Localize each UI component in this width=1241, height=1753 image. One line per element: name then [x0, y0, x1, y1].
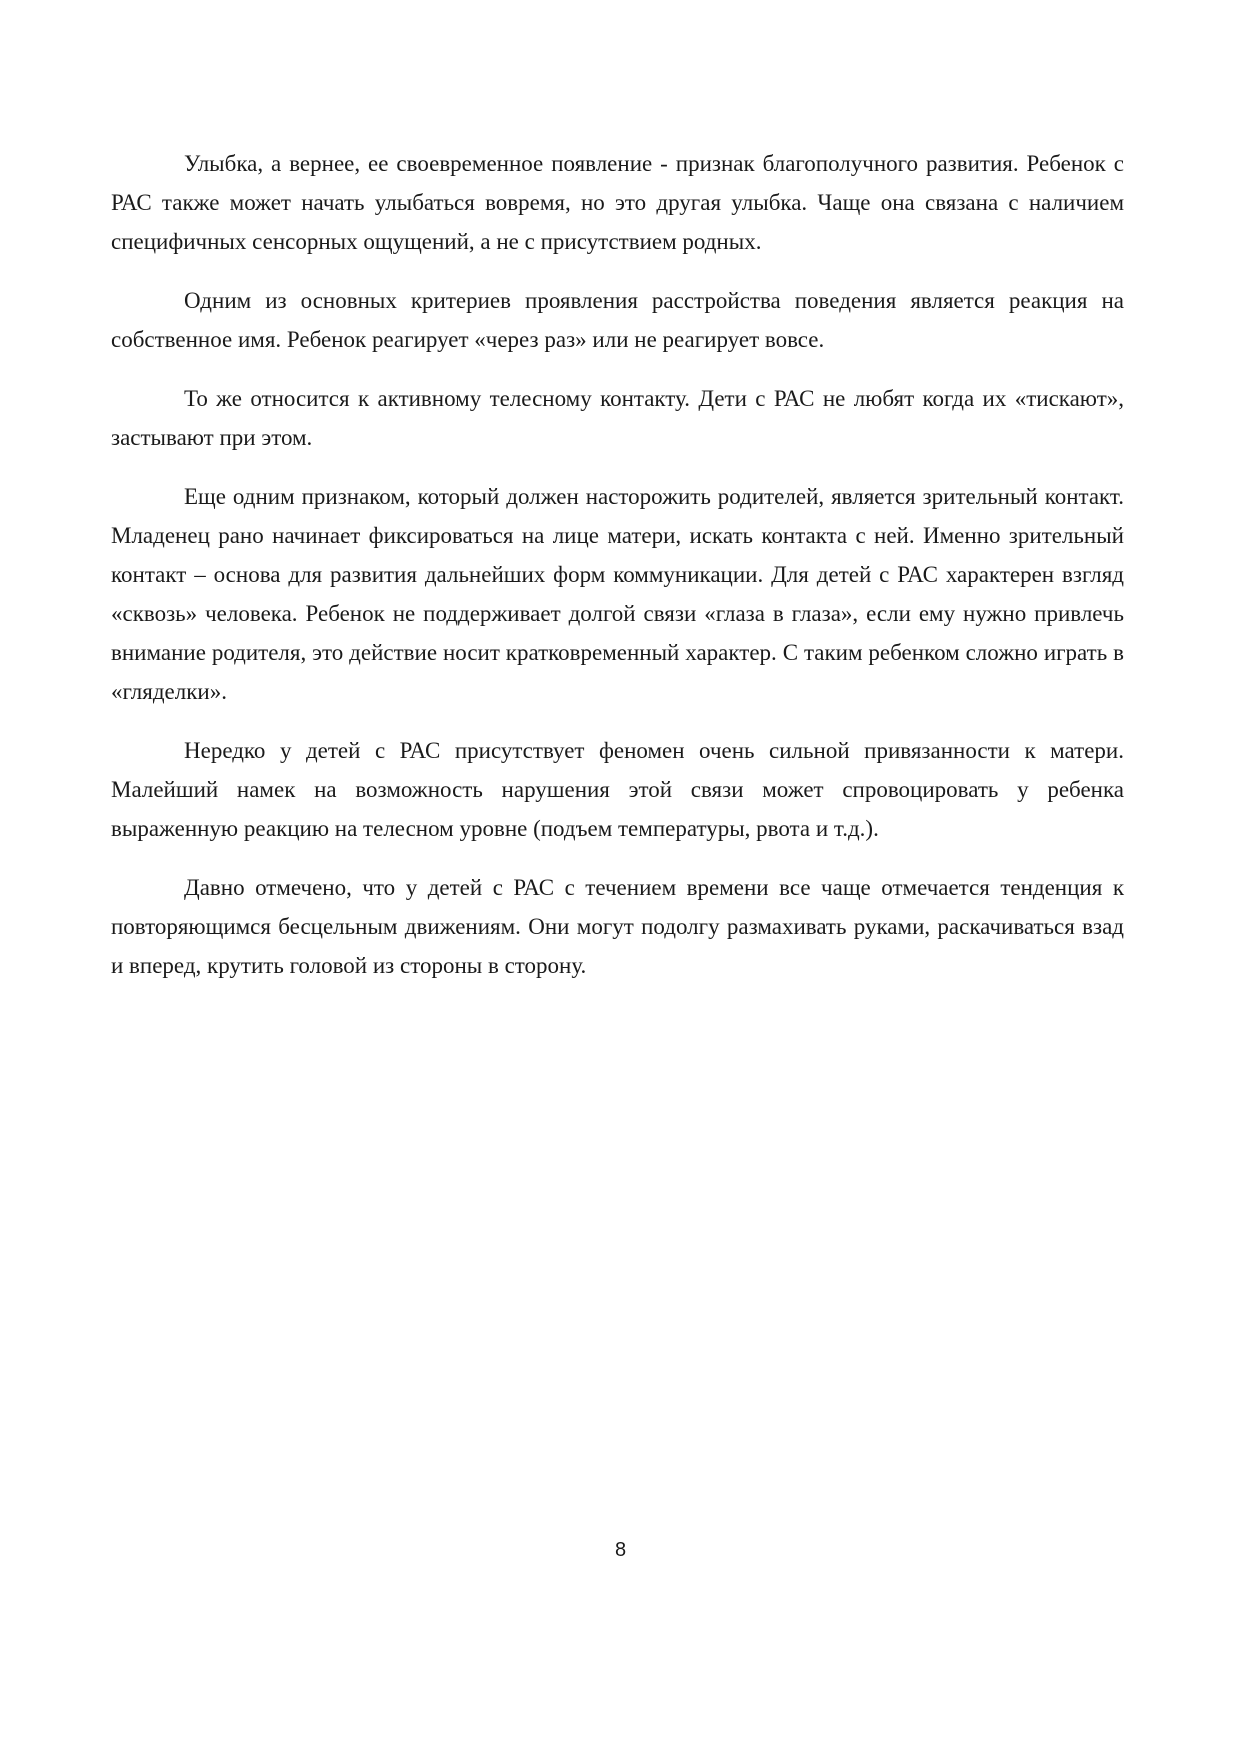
paragraph-name-reaction: Одним из основных критериев проявления расстройства поведения является реакция на собственное имя. Ребенок реагирует «через раз» или не реагирует вовсе. — [111, 288, 1124, 352]
paragraph-mother-attachment: Нередко у детей с РАС присутствует феномен очень сильной привязанности к матери. Малейший намек на возможность нарушения этой связи может спровоцировать у ребенка выраженную реакцию на телесном уровне (подъем температуры, рвота и т.д.). — [111, 738, 1124, 841]
page-number: 8 — [614, 1539, 627, 1561]
paragraph-repetitive-movements: Давно отмечено, что у детей с РАС с течением времени все чаще отмечается тенденция к повторяющимся бесцельным движениям. Они могут подолгу размахивать руками, раскачиваться взад и вперед, крутить головой из стороны в сторону. — [111, 875, 1124, 978]
paragraph-eye-contact: Еще одним признаком, который должен насторожить родителей, является зрительный контакт. Младенец рано начинает фиксироваться на лице матери, искать контакта с ней. Именно зрительный контакт – основа для развития дальнейших форм коммуникации. Для детей с РАС характерен взгляд «сквозь» человека. Ребенок не поддерживает долгой связи «глаза в глаза», если ему нужно привлечь внимание родителя, это действие носит кратковременный характер. С таким ребенком сложно играть в «гляделки». — [111, 484, 1124, 704]
paragraph-body-contact: То же относится к активному телесному контакту. Дети с РАС не любят когда их «тискают», застывают при этом. — [111, 386, 1124, 450]
body-text — [111, 144, 1124, 1005]
paragraph-smile: Улыбка, а вернее, ее своевременное появление - признак благополучного развития. Ребенок с РАС также может начать улыбаться вовремя, но это другая улыбка. Чаще она связана с наличием специфичных сенсорных ощущений, а не с присутствием родных. — [111, 151, 1124, 254]
